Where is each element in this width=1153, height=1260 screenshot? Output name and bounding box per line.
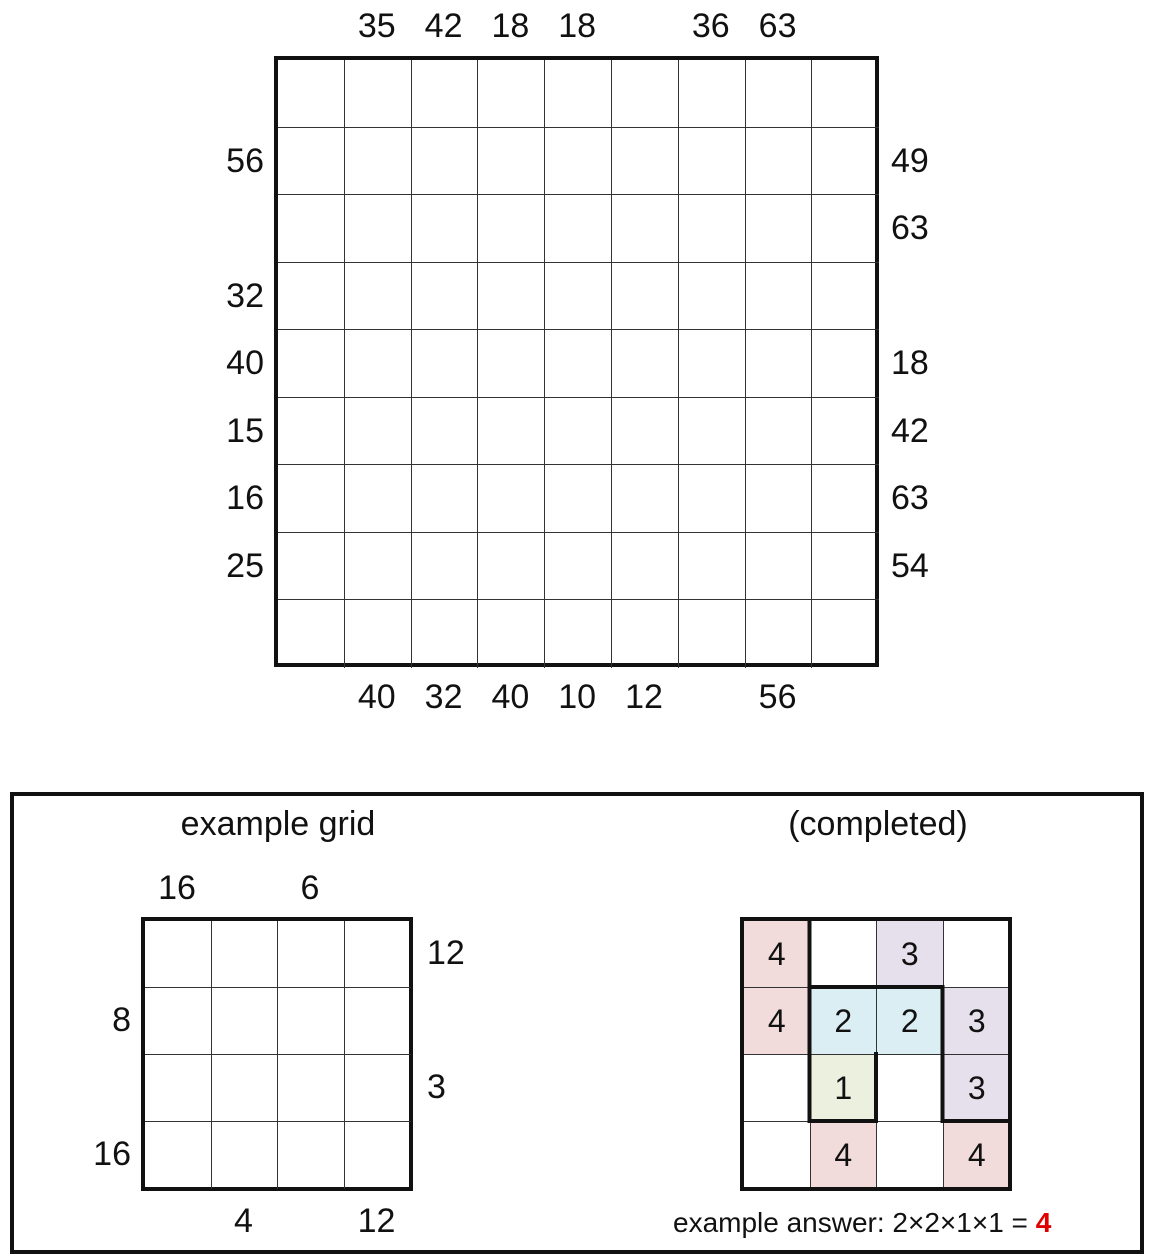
example-right-clue: 12 — [427, 934, 465, 972]
example-bottom-clue: 4 — [234, 1202, 253, 1240]
grid-cell — [545, 533, 612, 601]
right-clue: 63 — [891, 209, 929, 247]
grid-cell — [545, 263, 612, 331]
completed-cell: 3 — [877, 921, 944, 988]
grid-cell — [746, 465, 813, 533]
left-clue: 56 — [226, 141, 264, 180]
grid-cell — [612, 533, 679, 601]
grid-cell — [412, 263, 479, 331]
example-cell — [212, 988, 279, 1055]
completed-grid — [740, 917, 1012, 1191]
top-clue: 18 — [558, 7, 597, 45]
example-cell — [278, 921, 345, 988]
grid-cell — [412, 533, 479, 601]
grid-cell — [412, 465, 479, 533]
grid-cell — [812, 195, 879, 263]
grid-cell — [746, 195, 813, 263]
completed-cell — [811, 921, 878, 988]
example-cell — [145, 1122, 212, 1189]
grid-cell — [345, 330, 412, 398]
grid-cell — [679, 128, 746, 196]
bottom-clue: 56 — [758, 678, 797, 716]
top-clue: 18 — [491, 7, 530, 45]
grid-cell — [545, 330, 612, 398]
completed-cell — [744, 1122, 811, 1189]
completed-cell: 4 — [944, 1122, 1011, 1189]
completed-cell: 3 — [944, 1055, 1011, 1122]
grid-cell — [345, 600, 412, 668]
grid-cell — [412, 330, 479, 398]
bottom-clue: 40 — [357, 678, 396, 716]
main-grid — [274, 56, 879, 667]
grid-cell — [679, 600, 746, 668]
grid-cell — [812, 330, 879, 398]
right-clue: 49 — [891, 141, 929, 180]
grid-cell — [278, 128, 345, 196]
completed-cell: 4 — [744, 988, 811, 1055]
example-answer-value: 4 — [1035, 1207, 1052, 1238]
grid-cell — [478, 533, 545, 601]
example-cell — [212, 1055, 279, 1122]
grid-cell — [412, 195, 479, 263]
example-left-clue: 16 — [93, 1135, 131, 1173]
grid-cell — [412, 60, 479, 128]
top-clue: 42 — [424, 7, 463, 45]
example-cell — [212, 1122, 279, 1189]
grid-cell — [278, 600, 345, 668]
bottom-clue: 12 — [625, 678, 663, 716]
grid-cell — [746, 330, 813, 398]
left-clue: 15 — [226, 411, 264, 450]
left-clue: 25 — [226, 546, 264, 585]
grid-cell — [345, 398, 412, 466]
example-cell — [212, 921, 279, 988]
grid-cell — [812, 533, 879, 601]
bottom-clue: 32 — [424, 678, 463, 716]
grid-cell — [412, 128, 479, 196]
example-cell — [278, 1122, 345, 1189]
grid-cell — [478, 263, 545, 331]
example-cell — [145, 1055, 212, 1122]
grid-cell — [746, 398, 813, 466]
completed-cell — [744, 1055, 811, 1122]
completed-cell — [877, 1122, 944, 1189]
grid-cell — [412, 600, 479, 668]
grid-cell — [345, 128, 412, 196]
grid-cell — [746, 60, 813, 128]
completed-cell: 4 — [811, 1122, 878, 1189]
example-cell — [145, 921, 212, 988]
example-grid — [141, 917, 413, 1191]
grid-cell — [612, 465, 679, 533]
completed-title: (completed) — [788, 805, 968, 843]
grid-cell — [545, 195, 612, 263]
grid-cell — [278, 465, 345, 533]
grid-cell — [545, 398, 612, 466]
grid-cell — [478, 398, 545, 466]
grid-cell — [812, 60, 879, 128]
grid-cell — [679, 60, 746, 128]
grid-cell — [612, 128, 679, 196]
top-clue: 36 — [691, 7, 730, 45]
grid-cell — [812, 263, 879, 331]
completed-cell — [877, 1055, 944, 1122]
grid-cell — [545, 60, 612, 128]
grid-cell — [278, 330, 345, 398]
grid-cell — [345, 60, 412, 128]
grid-cell — [679, 398, 746, 466]
bottom-clue: 40 — [491, 678, 530, 716]
example-grid-title: example grid — [180, 805, 376, 843]
grid-cell — [345, 533, 412, 601]
example-answer — [673, 1206, 1051, 1240]
grid-cell — [746, 263, 813, 331]
grid-cell — [679, 533, 746, 601]
grid-cell — [679, 465, 746, 533]
example-cell — [345, 1122, 412, 1189]
left-clue: 32 — [226, 276, 264, 315]
completed-cell: 3 — [944, 988, 1011, 1055]
completed-cell — [944, 921, 1011, 988]
example-cell — [345, 921, 412, 988]
grid-cell — [612, 600, 679, 668]
grid-cell — [545, 600, 612, 668]
example-cell — [278, 988, 345, 1055]
bottom-clue: 10 — [558, 678, 597, 716]
grid-cell — [612, 398, 679, 466]
completed-cell: 2 — [811, 988, 878, 1055]
grid-cell — [812, 398, 879, 466]
grid-cell — [478, 330, 545, 398]
left-clue: 40 — [226, 344, 264, 382]
grid-cell — [812, 128, 879, 196]
grid-cell — [545, 128, 612, 196]
grid-cell — [278, 533, 345, 601]
example-cell — [278, 1055, 345, 1122]
example-cell — [145, 988, 212, 1055]
grid-cell — [345, 263, 412, 331]
grid-cell — [478, 600, 545, 668]
grid-cell — [345, 195, 412, 263]
grid-cell — [478, 128, 545, 196]
grid-cell — [278, 195, 345, 263]
grid-cell — [278, 60, 345, 128]
grid-cell — [746, 533, 813, 601]
top-clue: 35 — [357, 7, 396, 45]
grid-cell — [679, 330, 746, 398]
grid-cell — [746, 128, 813, 196]
completed-cell: 4 — [744, 921, 811, 988]
grid-cell — [812, 600, 879, 668]
grid-cell — [679, 195, 746, 263]
grid-cell — [278, 398, 345, 466]
example-left-clue: 8 — [112, 1001, 131, 1039]
completed-cell: 1 — [811, 1055, 878, 1122]
grid-cell — [612, 60, 679, 128]
top-clue: 63 — [758, 7, 797, 45]
example-cell — [345, 1055, 412, 1122]
grid-cell — [612, 330, 679, 398]
example-top-clue: 6 — [300, 869, 320, 907]
grid-cell — [478, 60, 545, 128]
right-clue: 42 — [891, 411, 929, 450]
left-clue: 16 — [226, 479, 264, 517]
grid-cell — [545, 465, 612, 533]
example-cell — [345, 988, 412, 1055]
grid-cell — [345, 465, 412, 533]
example-answer-text: example answer: 2×2×1×1 = — [673, 1207, 1036, 1238]
grid-cell — [278, 263, 345, 331]
right-clue: 18 — [891, 344, 929, 382]
grid-cell — [812, 465, 879, 533]
grid-cell — [612, 195, 679, 263]
right-clue: 63 — [891, 479, 929, 517]
example-top-clue: 16 — [158, 869, 196, 907]
grid-cell — [612, 263, 679, 331]
example-bottom-clue: 12 — [357, 1202, 396, 1240]
completed-cell: 2 — [877, 988, 944, 1055]
example-right-clue: 3 — [427, 1068, 446, 1106]
grid-cell — [746, 600, 813, 668]
grid-cell — [478, 195, 545, 263]
grid-cell — [478, 465, 545, 533]
grid-cell — [412, 398, 479, 466]
grid-cell — [679, 263, 746, 331]
right-clue: 54 — [891, 546, 929, 585]
